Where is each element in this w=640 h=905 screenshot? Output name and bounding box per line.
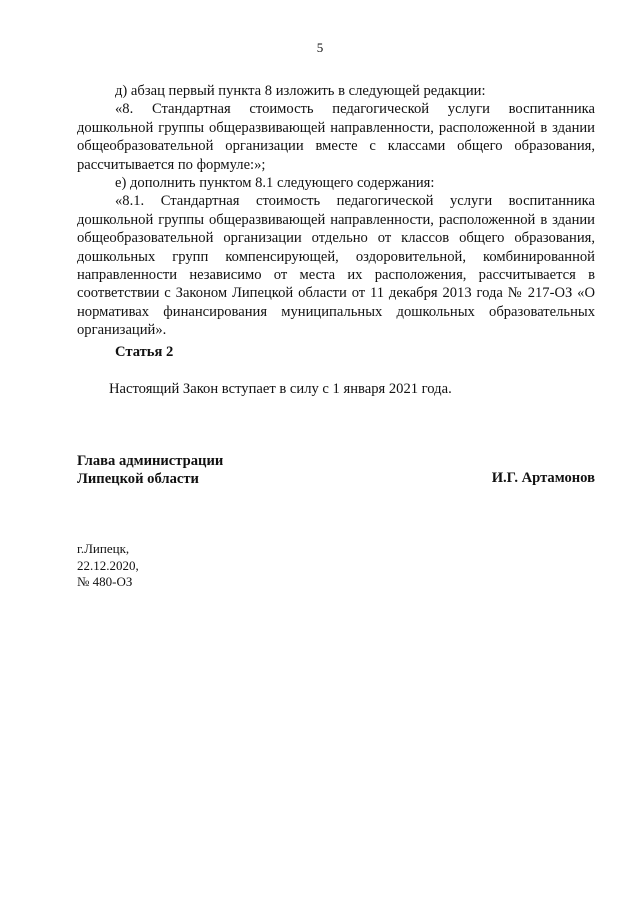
signatory-title-line1: Глава администрации xyxy=(77,453,224,469)
item-e-text: «8.1. Стандартная стоимость педагогической услуги воспитанника дошкольной группы общеразвивающей направленности, расположенной в здании общеобразовательной организации отдельно от классов общего образования, дошкольных групп компенсирующей, оздоровительной, комбинированной направленности независимо от места их расположения, рассчитывается в соответствии с Законом Липецкой области от 11 декабря 2013 года № 217-ОЗ «О нормативах финансирования муниципальных дошкольных образовательных организаций». xyxy=(77,193,595,339)
item-d-text: «8. Стандартная стоимость педагогической услуги воспитанника дошкольной группы общеразвивающей направленности, расположенной в здании общеобразовательной организации вместе с классами общего образования, рассчитывается по формуле:»; xyxy=(77,101,595,173)
document-date: 22.12.2020, xyxy=(77,557,139,573)
signatory-title xyxy=(77,453,223,488)
article-heading: Статья 2 xyxy=(115,344,174,360)
signatory-title-line2: Липецкой области xyxy=(77,470,199,487)
signatory-name: И.Г. Артамонов xyxy=(491,470,595,486)
item-e-intro: е) дополнить пунктом 8.1 следующего содержания: xyxy=(115,175,435,192)
document-place: г.Липецк, xyxy=(77,541,130,556)
amendments-section xyxy=(77,82,595,340)
document-number: № 480-ОЗ xyxy=(77,574,133,590)
page-number: 5 xyxy=(316,40,324,55)
item-d-intro: д) абзац первый пункта 8 изложить в следующей редакции: xyxy=(115,83,486,99)
effective-date-clause: Настоящий Закон вступает в силу с 1 января 2021 года. xyxy=(109,381,452,397)
document-details xyxy=(77,541,139,591)
